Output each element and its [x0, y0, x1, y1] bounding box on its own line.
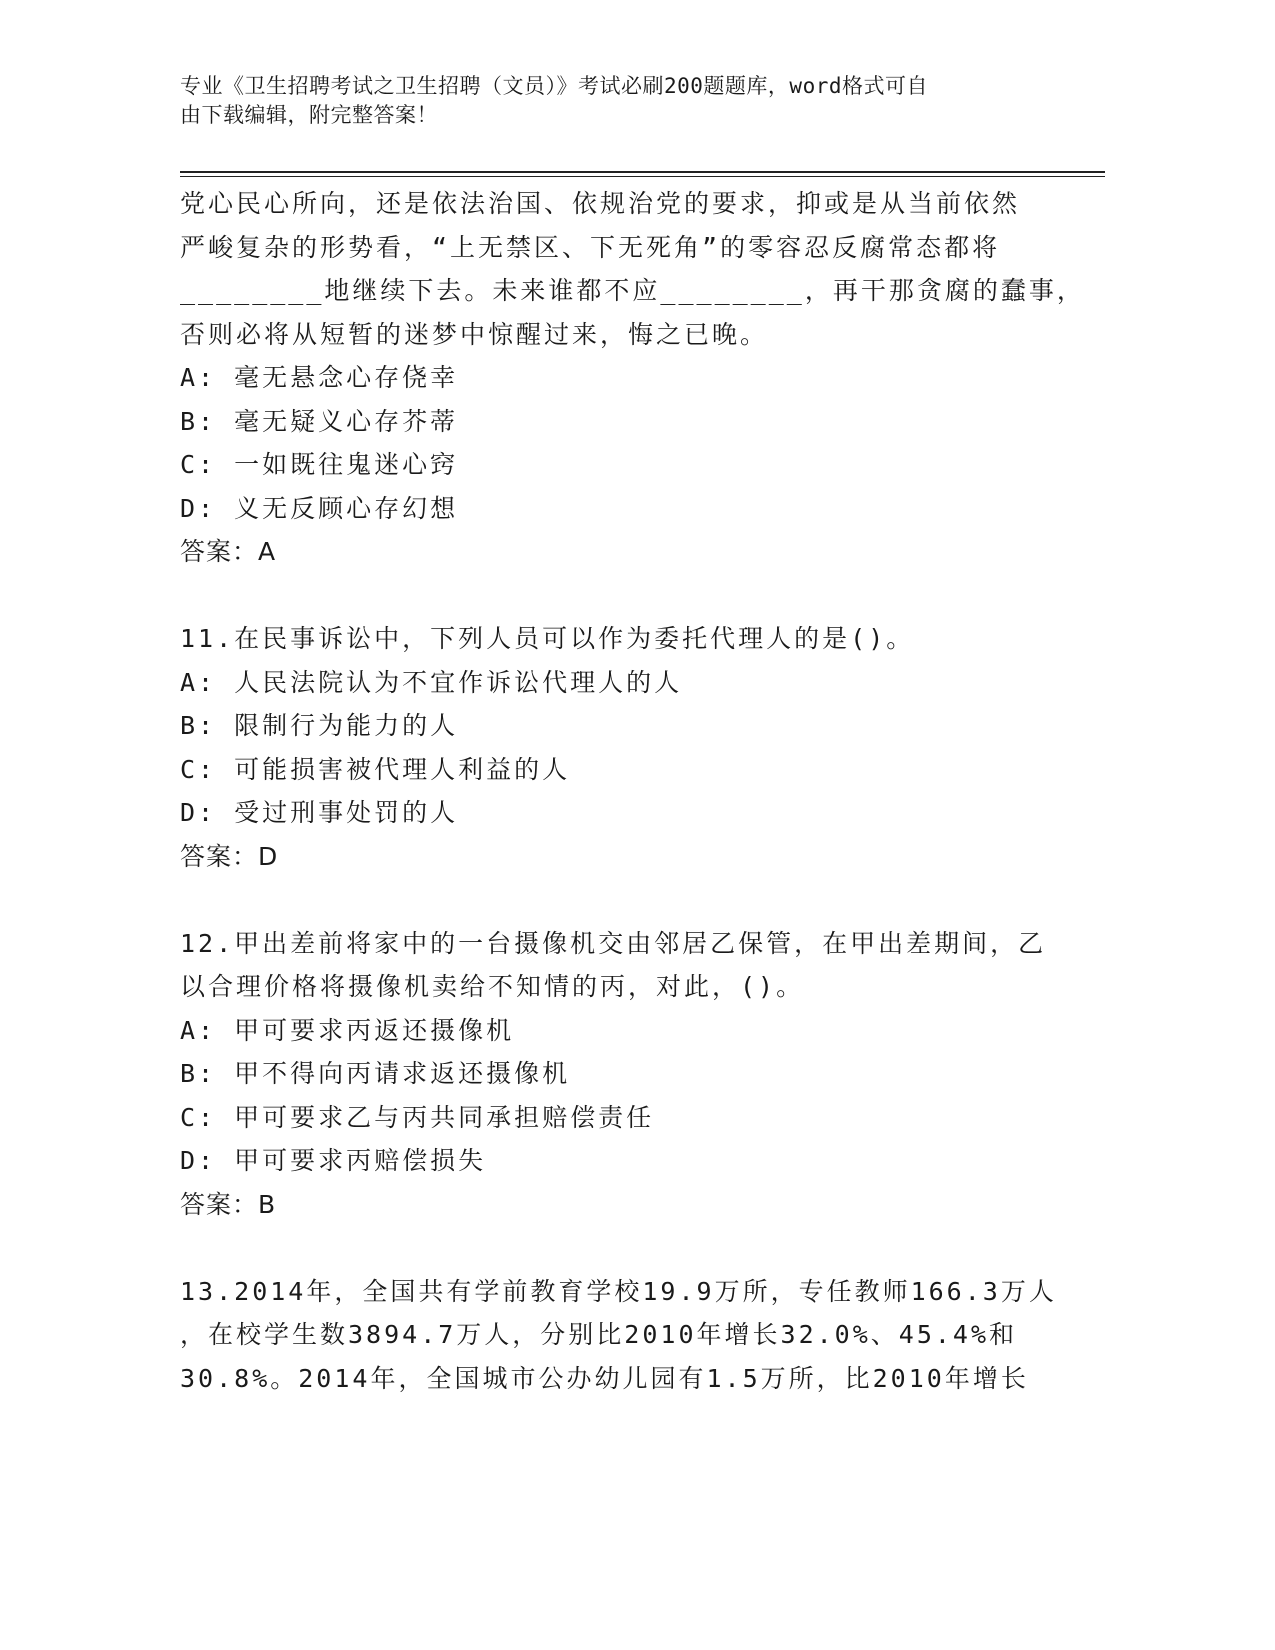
- spacer: [180, 574, 1040, 618]
- option-c: C: 一如既往鬼迷心窍: [180, 450, 459, 479]
- answer-line: 答案：B: [180, 1189, 277, 1219]
- header-rule-thick: [180, 171, 1105, 173]
- document-header: [180, 72, 1040, 130]
- spacer: [180, 1226, 1040, 1270]
- option-c: C: 甲可要求乙与丙共同承担赔偿责任: [180, 1102, 655, 1132]
- option-a: A: 毫无悬念心存侥幸: [180, 363, 459, 392]
- header-line-1: 专业《卫生招聘考试之卫生招聘（文员）》考试必刷200题题库，word格式可自: [180, 74, 928, 98]
- question-text-line: 30.8%。2014年，全国城市公办幼儿园有1.5万所，比2010年增长: [180, 1363, 1029, 1393]
- header-rule-thin: [180, 176, 1105, 177]
- header-line-2: 由下载编辑，附完整答案！: [180, 103, 438, 127]
- question-text-line: 否则必将从短暂的迷梦中惊醒过来，悔之已晚。: [180, 319, 769, 349]
- option-b: B: 毫无疑义心存芥蒂: [180, 406, 459, 436]
- option-b: B: 甲不得向丙请求返还摄像机: [180, 1059, 571, 1088]
- option-d: D: 受过刑事处罚的人: [180, 798, 459, 827]
- option-a: A: 人民法院认为不宜作诉讼代理人的人: [180, 667, 683, 697]
- question-text-line: ________地继续下去。未来谁都不应________，再干那贪腐的蠢事，: [180, 276, 1085, 305]
- option-b: B: 限制行为能力的人: [180, 711, 459, 740]
- question-11: [180, 617, 1040, 878]
- question-text-line: 13.2014年，全国共有学前教育学校19.9万所，专任教师166.3万人: [180, 1276, 1057, 1306]
- question-text-line: 11.在民事诉讼中，下列人员可以作为委托代理人的是()。: [180, 624, 915, 653]
- option-d: D: 义无反顾心存幻想: [180, 493, 459, 523]
- answer-line: 答案：A: [180, 537, 277, 566]
- question-text-line: 严峻复杂的形势看，“上无禁区、下无死角”的零容忍反腐常态都将: [180, 232, 1001, 262]
- question-12: [180, 922, 1047, 1227]
- option-d: D: 甲可要求丙赔偿损失: [180, 1146, 487, 1175]
- question-text-line: ，在校学生数3894.7万人，分别比2010年增长32.0%、45.4%和: [180, 1320, 1018, 1349]
- document-body: [180, 182, 1085, 1400]
- spacer: [180, 878, 1040, 922]
- answer-line: 答案：D: [180, 841, 279, 871]
- option-c: C: 可能损害被代理人利益的人: [180, 754, 571, 784]
- option-a: A: 甲可要求丙返还摄像机: [180, 1015, 515, 1045]
- question-10: [180, 182, 1085, 574]
- question-text-line: 以合理价格将摄像机卖给不知情的丙，对此，()。: [180, 972, 805, 1001]
- question-13: [180, 1270, 1057, 1401]
- question-text-line: 党心民心所向，还是依法治国、依规治党的要求，抑或是从当前依然: [180, 189, 1021, 218]
- question-text-line: 12.甲出差前将家中的一台摄像机交由邻居乙保管，在甲出差期间，乙: [180, 928, 1047, 958]
